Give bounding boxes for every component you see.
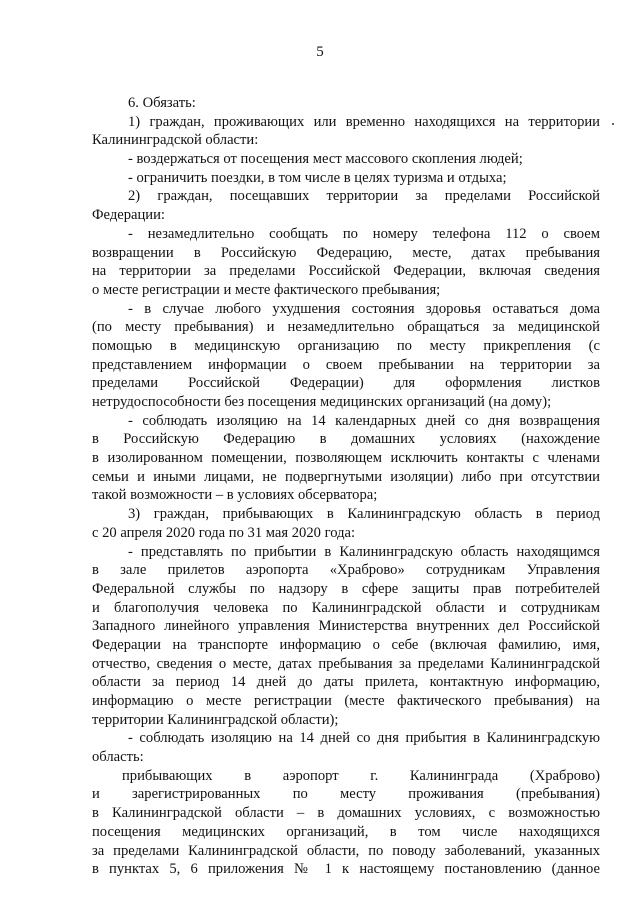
text-line: на территории за пределами Российской Федерации, включая сведения (92, 263, 600, 280)
text-line: - представлять по прибытии в Калининградскую область находящимся (128, 543, 600, 560)
text-line: - в случае любого ухудшения состояния здоровья оставаться дома (128, 300, 600, 317)
text-line: - соблюдать изоляцию на 14 календарных дней со дня возвращения (128, 412, 600, 429)
text-line: Федерации на транспорте информацию о себе (включая фамилию, имя, (92, 636, 600, 653)
text-line: Западного линейного управления Министерства внутренних дел Российской (92, 618, 600, 635)
text-line: такой возможности – в условиях обсерватора; (92, 487, 378, 504)
text-line: 2) граждан, посещавших территории за пределами Российской (128, 188, 600, 205)
text-line: пределами Российской Федерации) для оформления листков (92, 375, 600, 392)
text-line: территории Калининградской области); (92, 711, 339, 728)
text-line: области за период 14 дней до даты прилета, контактную информацию, (92, 674, 600, 691)
text-line: возвращении в Российскую Федерацию, месте, датах пребывания (92, 244, 600, 261)
text-line: - воздержаться от посещения мест массового скопления людей; (128, 151, 523, 168)
text-line: Федеральной службы по надзору в сфере защиты прав потребителей (92, 580, 600, 597)
text-line: семьи и иными лицами, не подвергнутыми изоляции) либо при отсутствии (92, 468, 600, 485)
text-line: посещения медицинских организаций, в том числе находящихся (92, 823, 600, 840)
text-line: 6. Обязать: (128, 95, 196, 111)
text-line: Федерации: (92, 207, 165, 224)
text-line: в изолированном помещении, позволяющем исключить контакты с членами (92, 450, 600, 467)
text-line: и благополучия человека по Калининградской области и сотрудникам (92, 599, 600, 616)
text-line: - соблюдать изоляцию на 14 дней со дня прибытия в Калининградскую (128, 730, 600, 747)
text-line: нетрудоспособности без посещения медицинских организаций (на дому); (92, 394, 552, 410)
text-line: 3) граждан, прибывающих в Калининградскую область в период (128, 506, 600, 523)
text-line: область: (92, 749, 144, 766)
text-line: с 20 апреля 2020 года по 31 мая 2020 года: (92, 524, 356, 541)
text-line: - ограничить поездки, в том числе в целях туризма и отдыха; (128, 169, 507, 186)
text-line: в Российскую Федерацию в домашних условиях (нахождение (92, 431, 600, 448)
text-line: 1) граждан, проживающих или временно находящихся на территории (128, 113, 600, 130)
text-line: представлением информации о своем пребывании на территории за (92, 356, 600, 373)
text-line: отчество, сведения о месте, датах пребывания за пределами Калининградской (92, 655, 600, 672)
text-line: о месте регистрации и месте фактического пребывания; (92, 281, 441, 298)
text-line: - незамедлительно сообщать по номеру телефона 112 о своем (128, 225, 600, 242)
page-number: 5 (316, 44, 324, 60)
scan-speck (612, 123, 614, 125)
text-line: за пределами Калининградской области, по поводу заболеваний, указанных (92, 842, 600, 859)
text-line: Калининградской области: (92, 132, 259, 149)
text-line: в Калининградской области – в домашних условиях, с возможностью (92, 805, 600, 822)
text-line: в зале прилетов аэропорта «Храброво» сотрудникам Управления (92, 562, 600, 579)
text-line: (по месту пребывания) и незамедлительно обращаться за медицинской (92, 319, 600, 336)
text-line: и зарегистрированных по месту проживания (пребывания) (92, 786, 600, 803)
text-line: информацию о месте регистрации (месте фактического пребывания) на (92, 693, 600, 709)
text-line: прибывающих в аэропорт г. Калининграда (Храброво) (122, 767, 600, 784)
text-line: в пунктах 5, 6 приложения № 1 к настоящему постановлению (данное (92, 861, 600, 878)
document-body (92, 94, 600, 879)
text-line: помощью в медицинскую организацию по месту прикрепления (с (92, 337, 600, 354)
